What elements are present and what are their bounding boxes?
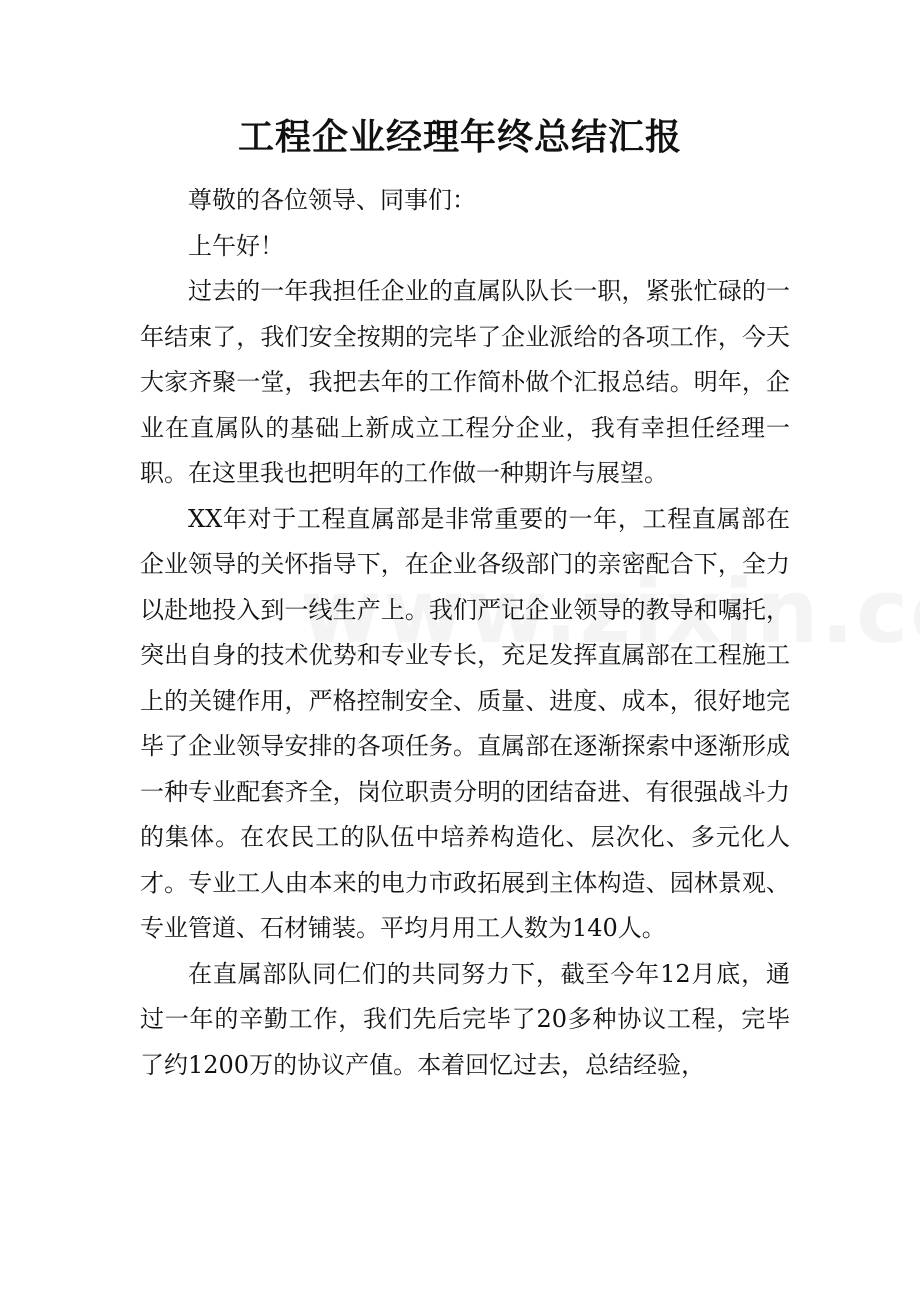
review-paragraph: XX年对于工程直属部是非常重要的一年，工程直属部在企业领导的关怀指导下，在企业各级部门的亲密配合下，全力以赴地投入到一线生产上。我们严记企业领导的教导和嘱托，突出自身的技术优势和专业专长，充足发挥直属部在工程施工上的关键作用，严格控制安全、质量、进度、成本，很好地完毕了企业领导安排的各项任务。直属部在逐渐探索中逐渐形成一种专业配套齐全，岗位职责分明的团结奋进、有很强战斗力的集体。在农民工的队伍中培养构造化、层次化、多元化人才。专业工人由本来的电力市政拓展到主体构造、园林景观、专业管道、石材铺装。平均月用工人数为140人。 xyxy=(140,504,790,942)
intro-paragraph: 过去的一年我担任企业的直属队队长一职，紧张忙碌的一年结束了，我们安全按期的完毕了企业派给的各项工作，今天大家齐聚一堂，我把去年的工作简朴做个汇报总结。明年，企业在直属队的基础上新成立工程分企业，我有幸担任经理一职。在这里我也把明年的工作做一种期许与展望。 xyxy=(140,277,790,487)
document-title: 工程企业经理年终总结汇报 xyxy=(237,117,682,158)
salutation-paragraph: 尊敬的各位领导、同事们： xyxy=(188,186,476,214)
achievement-paragraph: 在直属部队同仁们的共同努力下，截至今年12月底，通过一年的辛勤工作，我们先后完毕了20多种协议工程，完毕了约1200万的协议产值。本着回忆过去，总结经验， xyxy=(140,959,790,1079)
greeting-paragraph: 上午好！ xyxy=(188,231,284,260)
document-body xyxy=(140,178,790,1088)
